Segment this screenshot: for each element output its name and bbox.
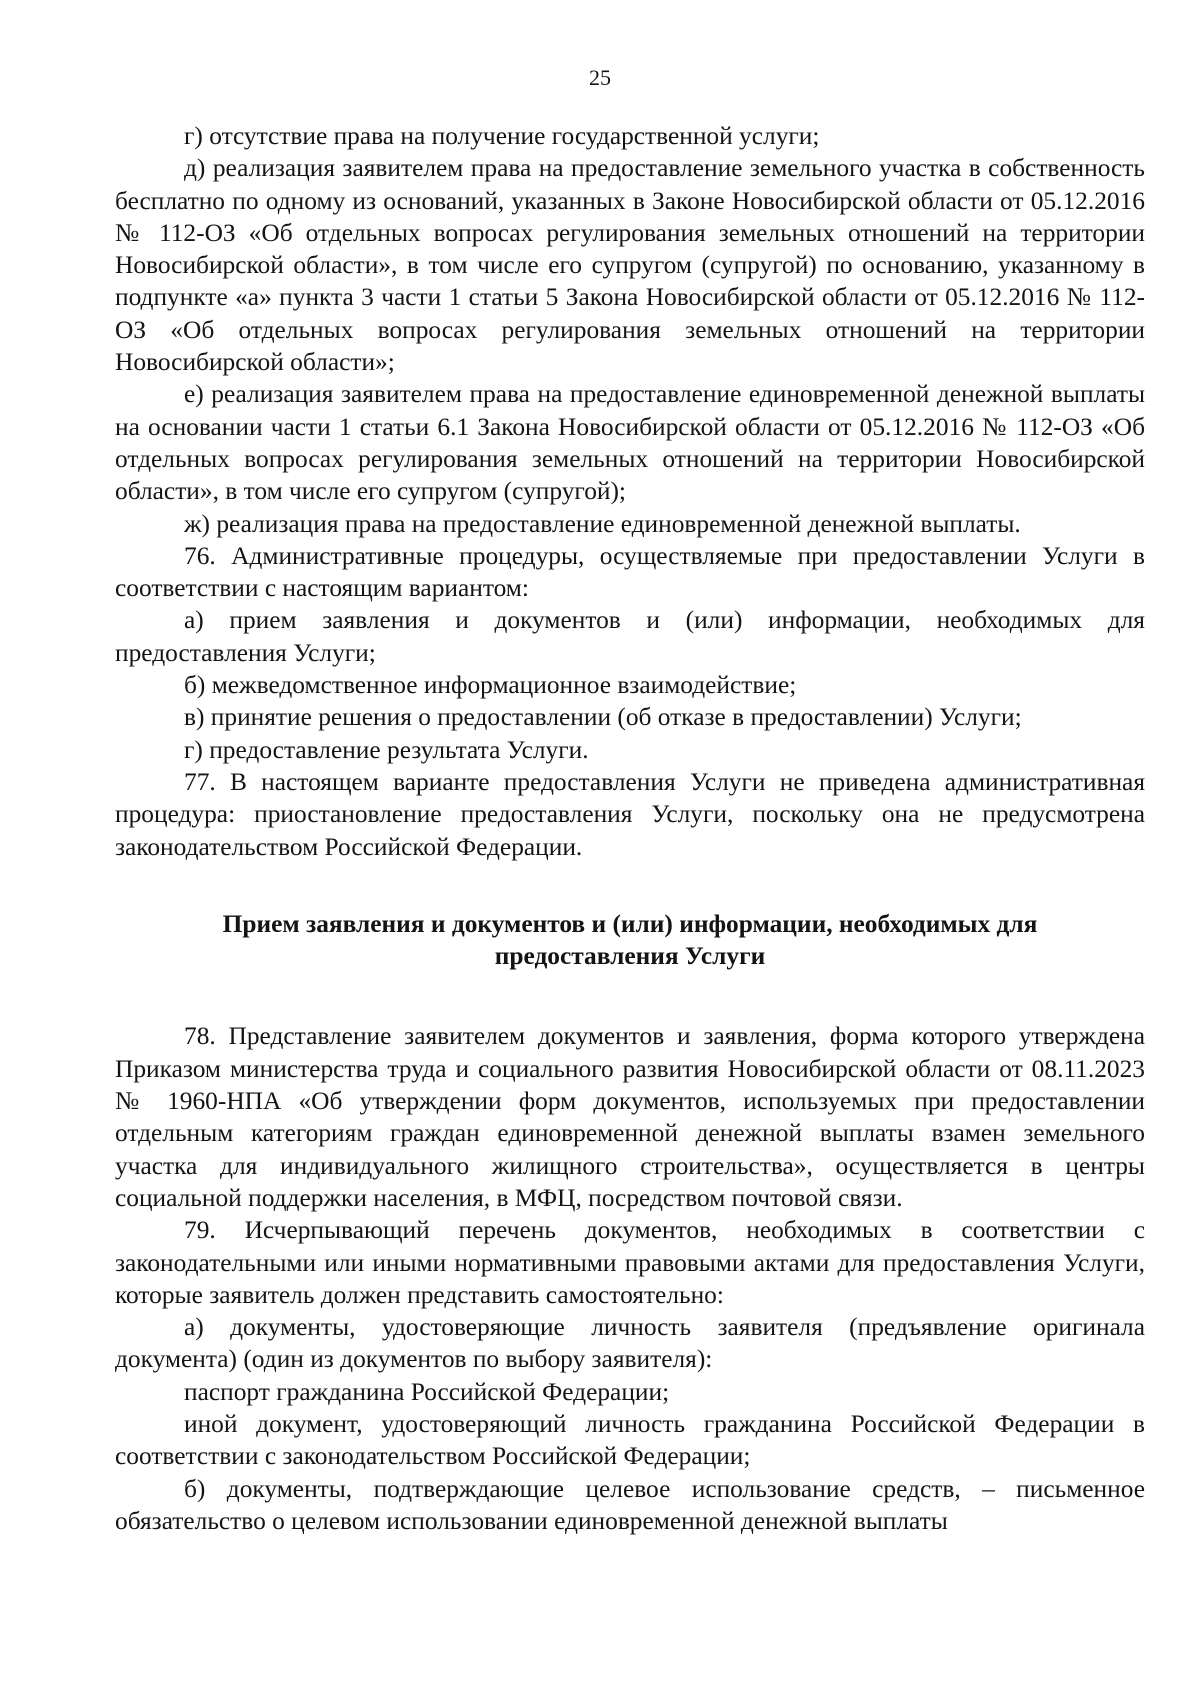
- paragraph-76-item-v: в) принятие решения о предоставлении (об отказе в предоставлении) Услуги;: [184, 703, 1022, 732]
- paragraph-77: 77. В настоящем варианте предоставления Услуги не приведена административная процедура: приостановление предоставления Услуги, поскольку она не предусмотрена законодательством Российской Федерации.: [115, 767, 1145, 861]
- paragraph-78: 78. Представление заявителем документов и заявления, форма которого утверждена Приказом министерства труда и социального развития Новосибирской области от 08.11.2023 № 1960-НПА «Об утверждении форм документов, используемых при предоставлении отдельным категориям граждан единовременной денежной выплаты взамен земельного участка для индивидуального жилищного строительства», осуществляется в центры социальной поддержки населения, в МФЦ, посредством почтовой связи.: [115, 1022, 1145, 1212]
- paragraph-79: 79. Исчерпывающий перечень документов, необходимых в соответствии с законодательными или иными нормативными правовыми актами для предоставления Услуги, которые заявитель должен представить самостоятельно:: [115, 1216, 1145, 1309]
- paragraph-76-procedures: 76. Административные процедуры, осуществляемые при предоставлении Услуги в соответствии с настоящим вариантом:: [115, 541, 1145, 603]
- section-heading-line-2: предоставления Услуги: [494, 942, 766, 971]
- document-body: [115, 120, 1145, 1537]
- paragraph-79-item-a: а) документы, удостоверяющие личность заявителя (предъявление оригинала документа) (один из документов по выбору заявителя):: [115, 1313, 1145, 1374]
- page-number: 25: [589, 65, 611, 90]
- paragraph-76-item-g: г) предоставление результата Услуги.: [184, 735, 589, 764]
- section-heading: [115, 908, 1145, 973]
- paragraph-76-item-b: б) межведомственное информационное взаимодействие;: [184, 671, 797, 700]
- paragraph-76-item-a: а) прием заявления и документов и (или) информации, необходимых для предоставления Услуги;: [115, 606, 1145, 667]
- paragraph-item-d-land-plot: д) реализация заявителем права на предоставление земельного участка в собственность бесплатно по одному из оснований, указанных в Законе Новосибирской области от 05.12.2016 № 112-ОЗ «Об отдельных вопросах регулирования земельных отношений на территории Новосибирской области», в том числе его супругом (супругой) по основанию, указанному в подпункте «а» пункта 3 части 1 статьи 5 Закона Новосибирской области от 05.12.2016 № 112-ОЗ «Об отдельных вопросах регулирования земельных отношений на территории Новосибирской области»;: [115, 154, 1145, 377]
- paragraph-79-other-id: иной документ, удостоверяющий личность гражданина Российской Федерации в соответствии с законодательством Российской Федерации;: [115, 1409, 1145, 1471]
- paragraph-item-g-no-right: г) отсутствие права на получение государственной услуги;: [184, 122, 820, 150]
- paragraph-item-e-lump-sum: е) реализация заявителем права на предоставление единовременной денежной выплаты на основании части 1 статьи 6.1 Закона Новосибирской области от 05.12.2016 № 112-ОЗ «Об отдельных вопросах регулирования земельных отношений на территории Новосибирской области», в том числе его супругом (супругой);: [115, 380, 1145, 506]
- section-heading-line-1: Прием заявления и документов и (или) информации, необходимых для: [222, 909, 1038, 938]
- paragraph-item-zh-lump-sum: ж) реализация права на предоставление единовременной денежной выплаты.: [184, 509, 1021, 538]
- paragraph-79-passport: паспорт гражданина Российской Федерации;: [184, 1377, 670, 1406]
- paragraph-79-item-b: б) документы, подтверждающие целевое использование средств, – письменное обязательство о целевом использовании единовременной денежной выплаты: [115, 1474, 1145, 1535]
